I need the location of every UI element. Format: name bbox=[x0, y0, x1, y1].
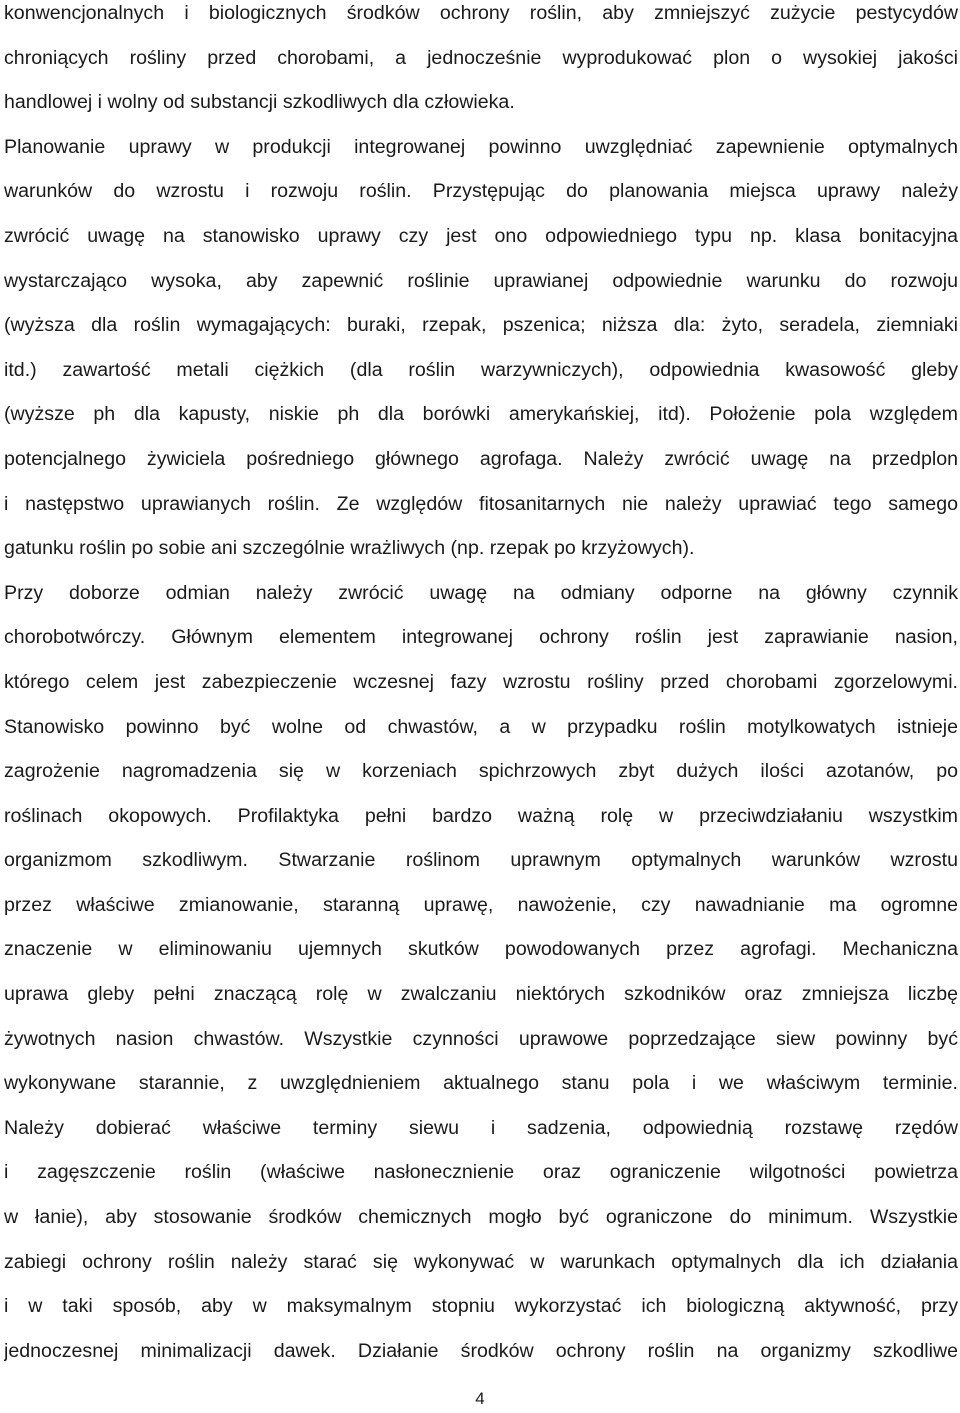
text-line-18: zagrożenie nagromadzenia się w korzeniach spichrzowych zbyt dużych ilości azotanów, po bbox=[4, 760, 958, 783]
text-line-17: Stanowisko powinno być wolne od chwastów, a w przypadku roślin motylkowatych istnieje bbox=[4, 715, 958, 738]
text-line-25: wykonywane starannie, z uwzględnieniem aktualnego stanu pola i we właściwym terminie. bbox=[4, 1072, 958, 1095]
text-line-29: zabiegi ochrony roślin należy starać się wykonywać w warunkach optymalnych dla ich działania bbox=[4, 1250, 958, 1273]
text-line-23: uprawa gleby pełni znaczącą rolę w zwalczaniu niektórych szkodników oraz zmniejsza liczbę bbox=[4, 983, 958, 1006]
text-line-5: warunków do wzrostu i rozwoju roślin. Przystępując do planowania miejsca uprawy należy bbox=[4, 180, 958, 203]
text-line-13: gatunku roślin po sobie ani szczególnie wrażliwych (np. rzepak po krzyżowych). bbox=[4, 537, 695, 560]
text-line-16: którego celem jest zabezpieczenie wczesnej fazy wzrostu rośliny przed chorobami zgorzelowymi. bbox=[4, 670, 958, 693]
text-line-26: Należy dobierać właściwe terminy siewu i sadzenia, odpowiednią rozstawę rzędów bbox=[4, 1116, 958, 1139]
text-line-27: i zagęszczenie roślin (właściwe nasłonecznienie oraz ograniczenie wilgotności powietrza bbox=[4, 1161, 958, 1184]
text-line-9: itd.) zawartość metali ciężkich (dla roślin warzywniczych), odpowiednia kwasowość gleby bbox=[4, 358, 958, 381]
text-line-28: w łanie), aby stosowanie środków chemicznych mogło być ograniczone do minimum. Wszystkie bbox=[4, 1206, 958, 1229]
text-line-11: potencjalnego żywiciela pośredniego głównego agrofaga. Należy zwrócić uwagę na przedplon bbox=[4, 447, 958, 470]
text-line-31: jednoczesnej minimalizacji dawek. Działanie środków ochrony roślin na organizmy szkodliwe bbox=[4, 1339, 958, 1362]
text-line-2: chroniących rośliny przed chorobami, a jednocześnie wyprodukować plon o wysokiej jakości bbox=[4, 46, 958, 69]
page-number: 4 bbox=[475, 1389, 485, 1408]
text-line-7: wystarczająco wysoka, aby zapewnić roślinie uprawianej odpowiednie warunku do rozwoju bbox=[4, 269, 958, 292]
text-line-8: (wyższa dla roślin wymagających: buraki, rzepak, pszenica; niższa dla: żyto, seradela, ziemniaki bbox=[4, 314, 958, 337]
body-text bbox=[4, 0, 958, 1382]
text-line-22: znaczenie w eliminowaniu ujemnych skutków powodowanych przez agrofagi. Mechaniczna bbox=[4, 938, 958, 961]
text-line-21: przez właściwe zmianowanie, staranną uprawę, nawożenie, czy nawadnianie ma ogromne bbox=[4, 893, 958, 916]
text-line-15: chorobotwórczy. Głównym elementem integrowanej ochrony roślin jest zaprawianie nasion, bbox=[4, 626, 958, 649]
text-line-20: organizmom szkodliwym. Stwarzanie roślinom uprawnym optymalnych warunków wzrostu bbox=[4, 849, 958, 872]
text-line-4: Planowanie uprawy w produkcji integrowanej powinno uwzględniać zapewnienie optymalnych bbox=[4, 135, 958, 158]
text-line-14: Przy doborze odmian należy zwrócić uwagę na odmiany odporne na główny czynnik bbox=[4, 581, 958, 604]
text-line-24: żywotnych nasion chwastów. Wszystkie czynności uprawowe poprzedzające siew powinny być bbox=[4, 1027, 958, 1050]
text-line-30: i w taki sposób, aby w maksymalnym stopniu wykorzystać ich biologiczną aktywność, przy bbox=[4, 1295, 958, 1318]
text-line-10: (wyższe ph dla kapusty, niskie ph dla borówki amerykańskiej, itd). Położenie pola względem bbox=[4, 403, 958, 426]
text-line-1: konwencjonalnych i biologicznych środków ochrony roślin, aby zmniejszyć zużycie pestycydów bbox=[4, 2, 958, 24]
text-line-6: zwrócić uwagę na stanowisko uprawy czy jest ono odpowiedniego typu np. klasa bonitacyjna bbox=[4, 224, 958, 247]
text-line-19: roślinach okopowych. Profilaktyka pełni bardzo ważną rolę w przeciwdziałaniu wszystkim bbox=[4, 804, 958, 827]
text-line-3: handlowej i wolny od substancji szkodliwych dla człowieka. bbox=[4, 91, 515, 114]
text-line-12: i następstwo uprawianych roślin. Ze względów fitosanitarnych nie należy uprawiać tego samego bbox=[4, 492, 958, 515]
